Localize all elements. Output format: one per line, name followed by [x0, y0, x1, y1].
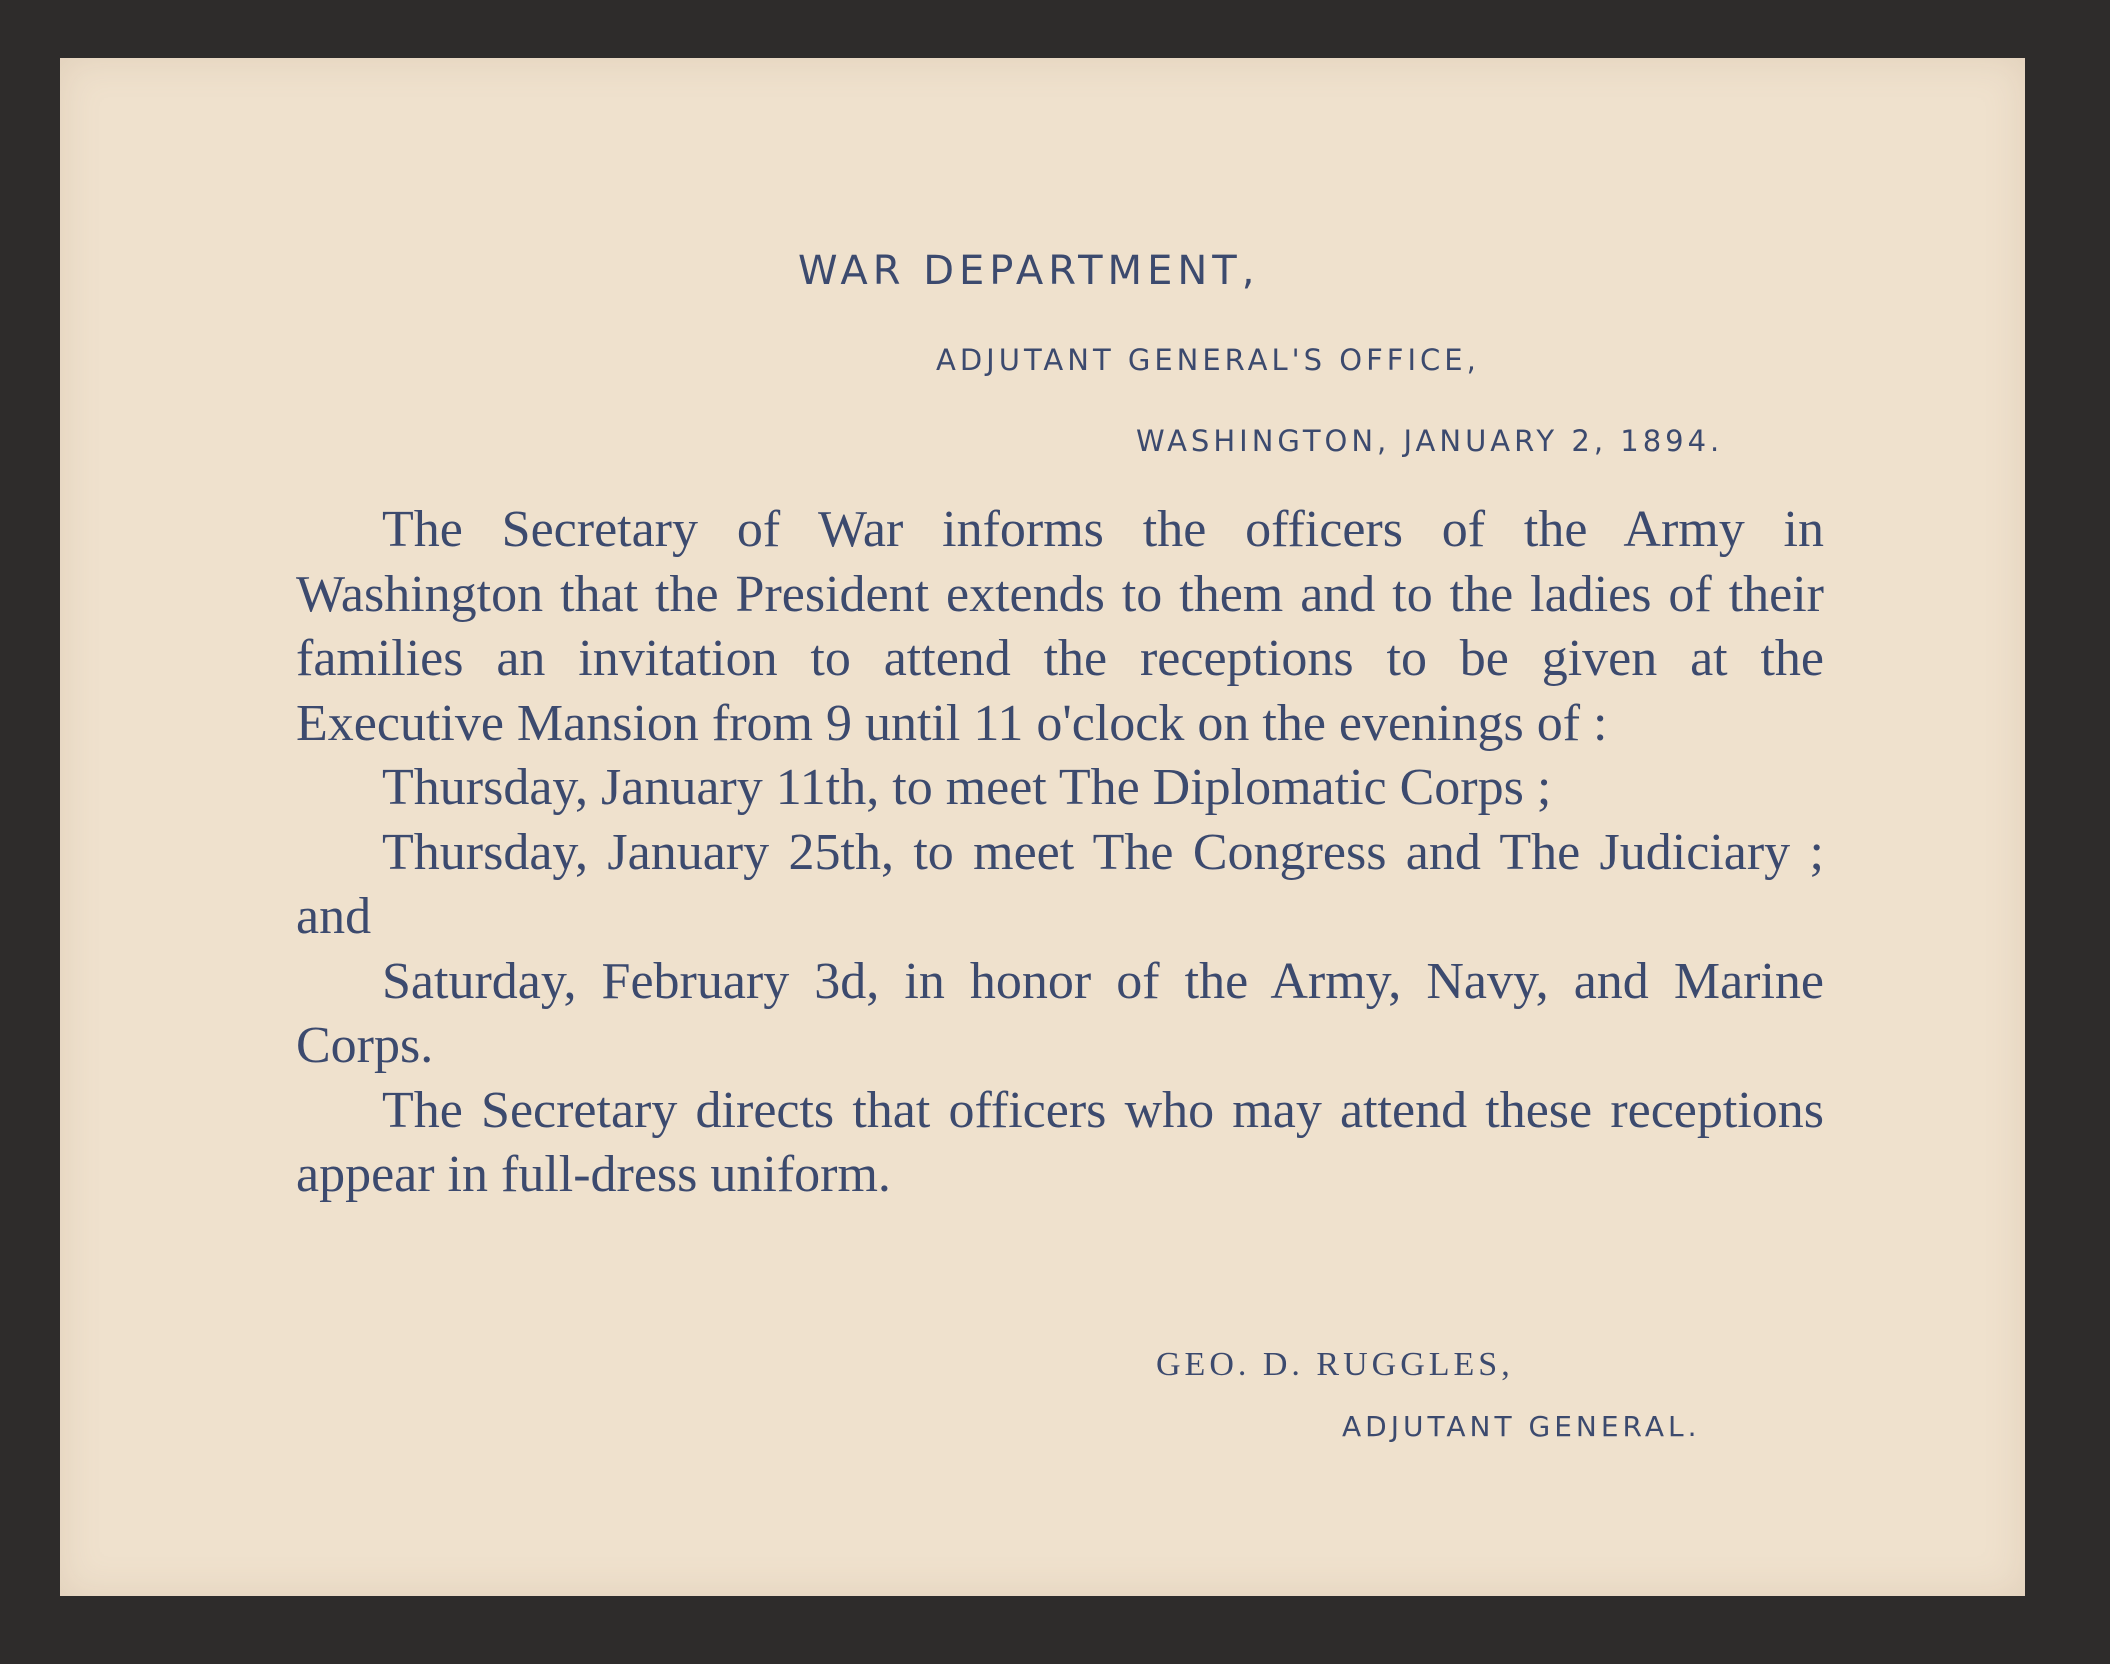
reception-item-3: Saturday, February 3d, in honor of the Army, Navy, and Marine Corps.: [296, 952, 1824, 1074]
directive-paragraph: The Secretary directs that officers who may attend these receptions appear in full-dress uniform.: [296, 1081, 1824, 1203]
signature-title: ADJUTANT GENERAL.: [1342, 1410, 1701, 1443]
intro-paragraph: The Secretary of War informs the officers of the Army in Washington that the President extends to them and to the ladies of their families an invitation to attend the receptions to be given at the Executive Mansion from 9 until 11 o'clock on the evenings of :: [296, 501, 1824, 752]
reception-item-1: Thursday, January 11th, to meet The Diplomatic Corps ;: [382, 759, 1552, 816]
circular-body: [296, 498, 1824, 1208]
office-heading: ADJUTANT GENERAL'S OFFICE,: [936, 343, 1480, 377]
reception-item-2: Thursday, January 25th, to meet The Congress and The Judiciary ; and: [296, 823, 1824, 945]
signature-name: GEO. D. RUGGLES,: [1156, 1346, 1514, 1383]
circular-card: [60, 58, 2025, 1596]
department-heading: WAR DEPARTMENT,: [798, 248, 1260, 294]
dateline: WASHINGTON, JANUARY 2, 1894.: [1136, 424, 1724, 458]
